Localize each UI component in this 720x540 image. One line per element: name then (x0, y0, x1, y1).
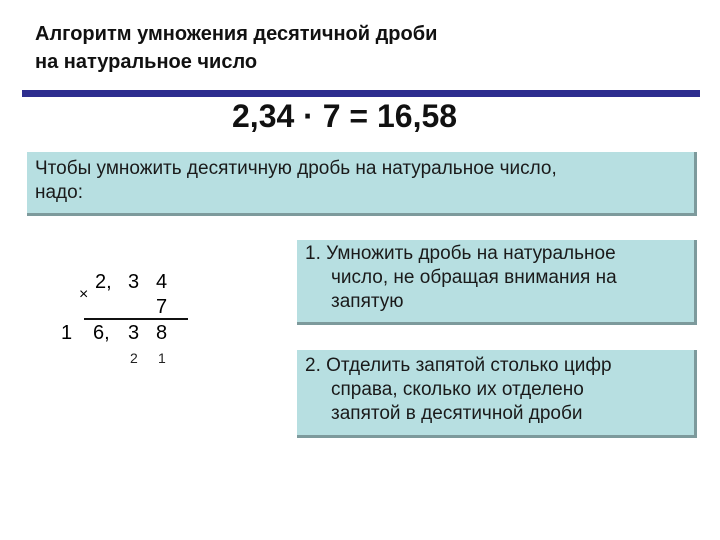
carry-digit: 2 (130, 350, 138, 366)
example-equation: 2,34 · 7 = 16,58 (232, 98, 458, 134)
multiplicand-digit: 4 (156, 271, 168, 293)
multiplicand-digit: 3 (128, 271, 140, 293)
rule-text-line-2: надо: (35, 182, 83, 203)
step-1-line-2: число, не обращая внимания на (331, 267, 617, 288)
title-line-2: на натуральное число (35, 51, 258, 73)
result-digit: 1 (61, 322, 73, 344)
multiplier-digit: 7 (156, 296, 168, 318)
step-2-line-1: 2. Отделить запятой столько цифр (305, 355, 612, 376)
underline (84, 318, 188, 320)
step-1-line-1: 1. Умножить дробь на натуральное (305, 243, 616, 264)
rule-box (27, 152, 697, 216)
slide-title (35, 20, 437, 76)
carry-digit: 1 (158, 350, 166, 366)
result-digit: 3 (128, 322, 140, 344)
step-2-box (297, 350, 697, 438)
result-digit: 8 (156, 322, 168, 344)
step-1-box (297, 240, 697, 325)
step-1-line-3: запятую (331, 291, 404, 312)
rule-text-line-1: Чтобы умножить десятичную дробь на натуральное число, (35, 158, 557, 179)
multiply-sign: × (79, 286, 89, 303)
step-2-line-2: справа, сколько их отделено (331, 379, 584, 400)
result-digit: 6, (93, 322, 110, 344)
step-2-line-3: запятой в десятичной дроби (331, 403, 583, 424)
title-line-1: Алгоритм умножения десятичной дроби (35, 23, 438, 45)
multiplicand-digit: 2, (95, 271, 112, 293)
